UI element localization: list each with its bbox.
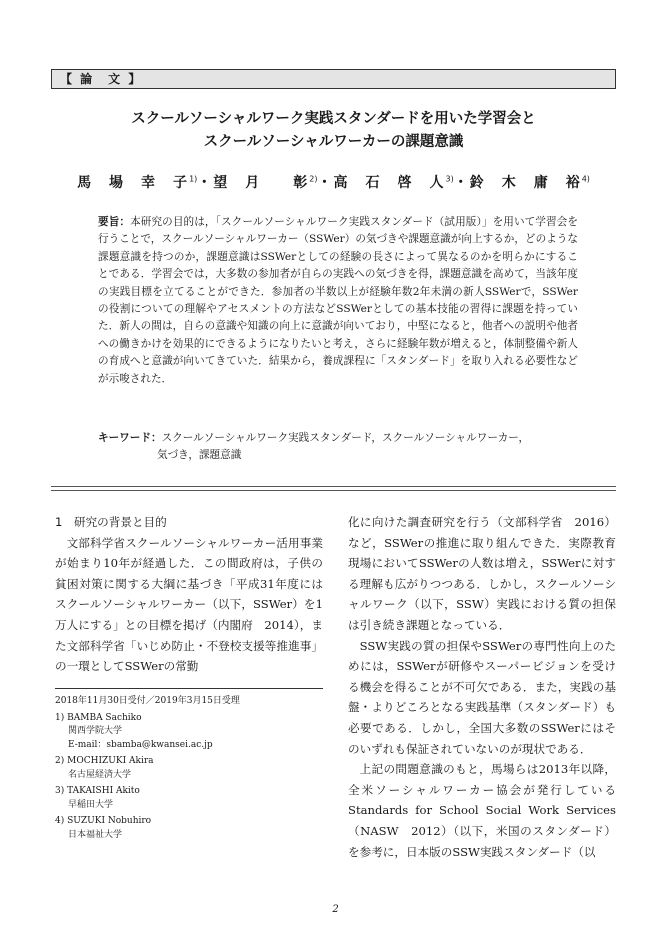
footnote-item bbox=[55, 785, 323, 812]
footnote-number: 2) bbox=[55, 756, 65, 766]
footnote-number: 1) bbox=[55, 712, 65, 723]
footnote-item bbox=[55, 815, 323, 842]
abstract-label: 要旨： bbox=[98, 216, 131, 228]
author-affiliation-mark: 2) bbox=[309, 174, 318, 184]
author-separator: ・ bbox=[317, 175, 334, 191]
title-line-2: スクールソーシャルワーカーの課題意識 bbox=[203, 134, 464, 150]
section-tag: 【 論 文 】 bbox=[51, 69, 616, 89]
footnote-affiliation: 関西学院大学 bbox=[68, 726, 123, 736]
divider-rule bbox=[51, 490, 616, 491]
footnote-number: 3) bbox=[55, 786, 65, 796]
footnote-affiliation: 日本福祉大学 bbox=[68, 829, 123, 840]
author-affiliation-mark: 4) bbox=[581, 174, 590, 184]
keywords-line-1: スクールソーシャルワーク実践スタンダード，スクールソーシャルワーカー， bbox=[161, 432, 530, 444]
footnote-rule bbox=[55, 688, 323, 689]
footnote-affiliation: 名古屋経済大学 bbox=[68, 769, 132, 780]
keywords-label: キーワード： bbox=[98, 432, 162, 444]
body-paragraph: 文部科学省スクールソーシャルワーカー活用事業が始まり10年が経過した．この間政府は，子供の貧困対策に関する大綱に基づき「平成31年度にはスクールソーシャルワーカー（以下，SSWer）を1万人にする」との目標を掲げ（内閣府 2014），また文部科学省「いじめ防止・不登校支援等推進事」の一環としてSSWerの常勤 bbox=[55, 535, 323, 674]
keywords-line-2: 気づき，課題意識 bbox=[157, 449, 242, 461]
footnote-author-name: SUZUKI Nobuhiro bbox=[67, 816, 152, 826]
footnotes bbox=[55, 695, 323, 845]
section-heading: 1 研究の背景と目的 bbox=[55, 515, 167, 529]
divider-rule bbox=[51, 486, 616, 487]
page-number: 2 bbox=[332, 904, 339, 915]
author-separator: ・ bbox=[197, 175, 214, 191]
abstract bbox=[98, 214, 578, 388]
footnote-email: E-mail：sbamba@kwansei.ac.jp bbox=[68, 739, 213, 750]
author-list bbox=[51, 172, 616, 192]
footnote-item bbox=[55, 712, 323, 753]
footnote-author-name: BAMBA Sachiko bbox=[67, 712, 142, 723]
body-paragraph: 化に向けた調査研究を行う（文部科学省 2016）など，SSWerの推進に取り組んできた．実際教育現場においてSSWerの人数は増え，SSWerに対する理解も広がりつつある．しかし，スクールソーシャルワーク（以下，SSW）実践における質の担保は引き続き課題となっている． bbox=[348, 515, 616, 632]
title-line-1: スクールソーシャルワーク実践スタンダードを用いた学習会と bbox=[131, 111, 536, 127]
author-name: 高 石 啓 人 bbox=[333, 175, 446, 191]
author-affiliation-mark: 1) bbox=[189, 174, 198, 184]
footnote-number: 4) bbox=[55, 816, 65, 826]
author-name: 望 月 彰 bbox=[213, 175, 310, 191]
body-paragraph: 上記の問題意識のもと，馬場らは2013年以降，全米ソーシャルワーカー協会が発行しているStandards for School Social Work Services（NASW 2012）（以下，米国のスタンダード）を参考に，日本版のSSW実践スタンダード（以 bbox=[348, 762, 616, 859]
author-separator: ・ bbox=[453, 175, 470, 191]
footnote-author-name: TAKAISHI Akito bbox=[67, 786, 140, 796]
author-name: 馬 場 幸 子 bbox=[77, 175, 190, 191]
received-date: 2018年11月30日受付／2019年3月15日受理 bbox=[55, 696, 240, 706]
author-affiliation-mark: 3) bbox=[445, 174, 454, 184]
footnote-affiliation: 早稲田大学 bbox=[68, 799, 114, 810]
body-paragraph: SSW実践の質の担保やSSWerの専門性向上のためには，SSWerが研修やスーパービジョンを受ける機会を得ることが不可欠である．また，実践の基盤・よりどころとなる実践基準（スタンダード）も必要である．しかし，全国大多数のSSWerにはそのいずれも保証されていないのが現状である． bbox=[348, 638, 616, 756]
footnote-author-name: MOCHIZUKI Akira bbox=[67, 756, 154, 766]
footnote-item bbox=[55, 755, 323, 782]
body-column-right bbox=[348, 512, 616, 862]
author-name: 鈴 木 庸 裕 bbox=[469, 175, 582, 191]
paper-title bbox=[51, 108, 616, 154]
body-column-left bbox=[55, 512, 323, 677]
keywords bbox=[98, 430, 578, 464]
abstract-text: 本研究の目的は，「スクールソーシャルワーク実践スタンダード（試用版）」を用いて学習会を行うことで，スクールソーシャルワーカー（SSWer）の気づきや課題意識が向上するか，どのような課題意識を持つのか，課題意識はSSWerとしての経験の長さによって異なるのかを明らかにすることである．学習会では，大多数の参加者が自らの実践への気づきを得，課題意識を高めて，当該年度の実践目標を立てることができた．参加者の半数以上が経験年数2年未満の新人SSWerで，SSWerの役割についての理解やアセスメントの方法などSSWerとしての基本技能の習得に課題を持っていた．新人の間は，自らの意識や知識の向上に意識が向いており，中堅になると，他者への説明や他者への働きかけを効果的にできるようになりたいと考え，さらに経験年数が増えると，体制整備や新人の育成へと意識が向いてきていた．結果から，養成課程に「スタンダード」を取り入れる必要性などが示唆された． bbox=[98, 216, 578, 385]
